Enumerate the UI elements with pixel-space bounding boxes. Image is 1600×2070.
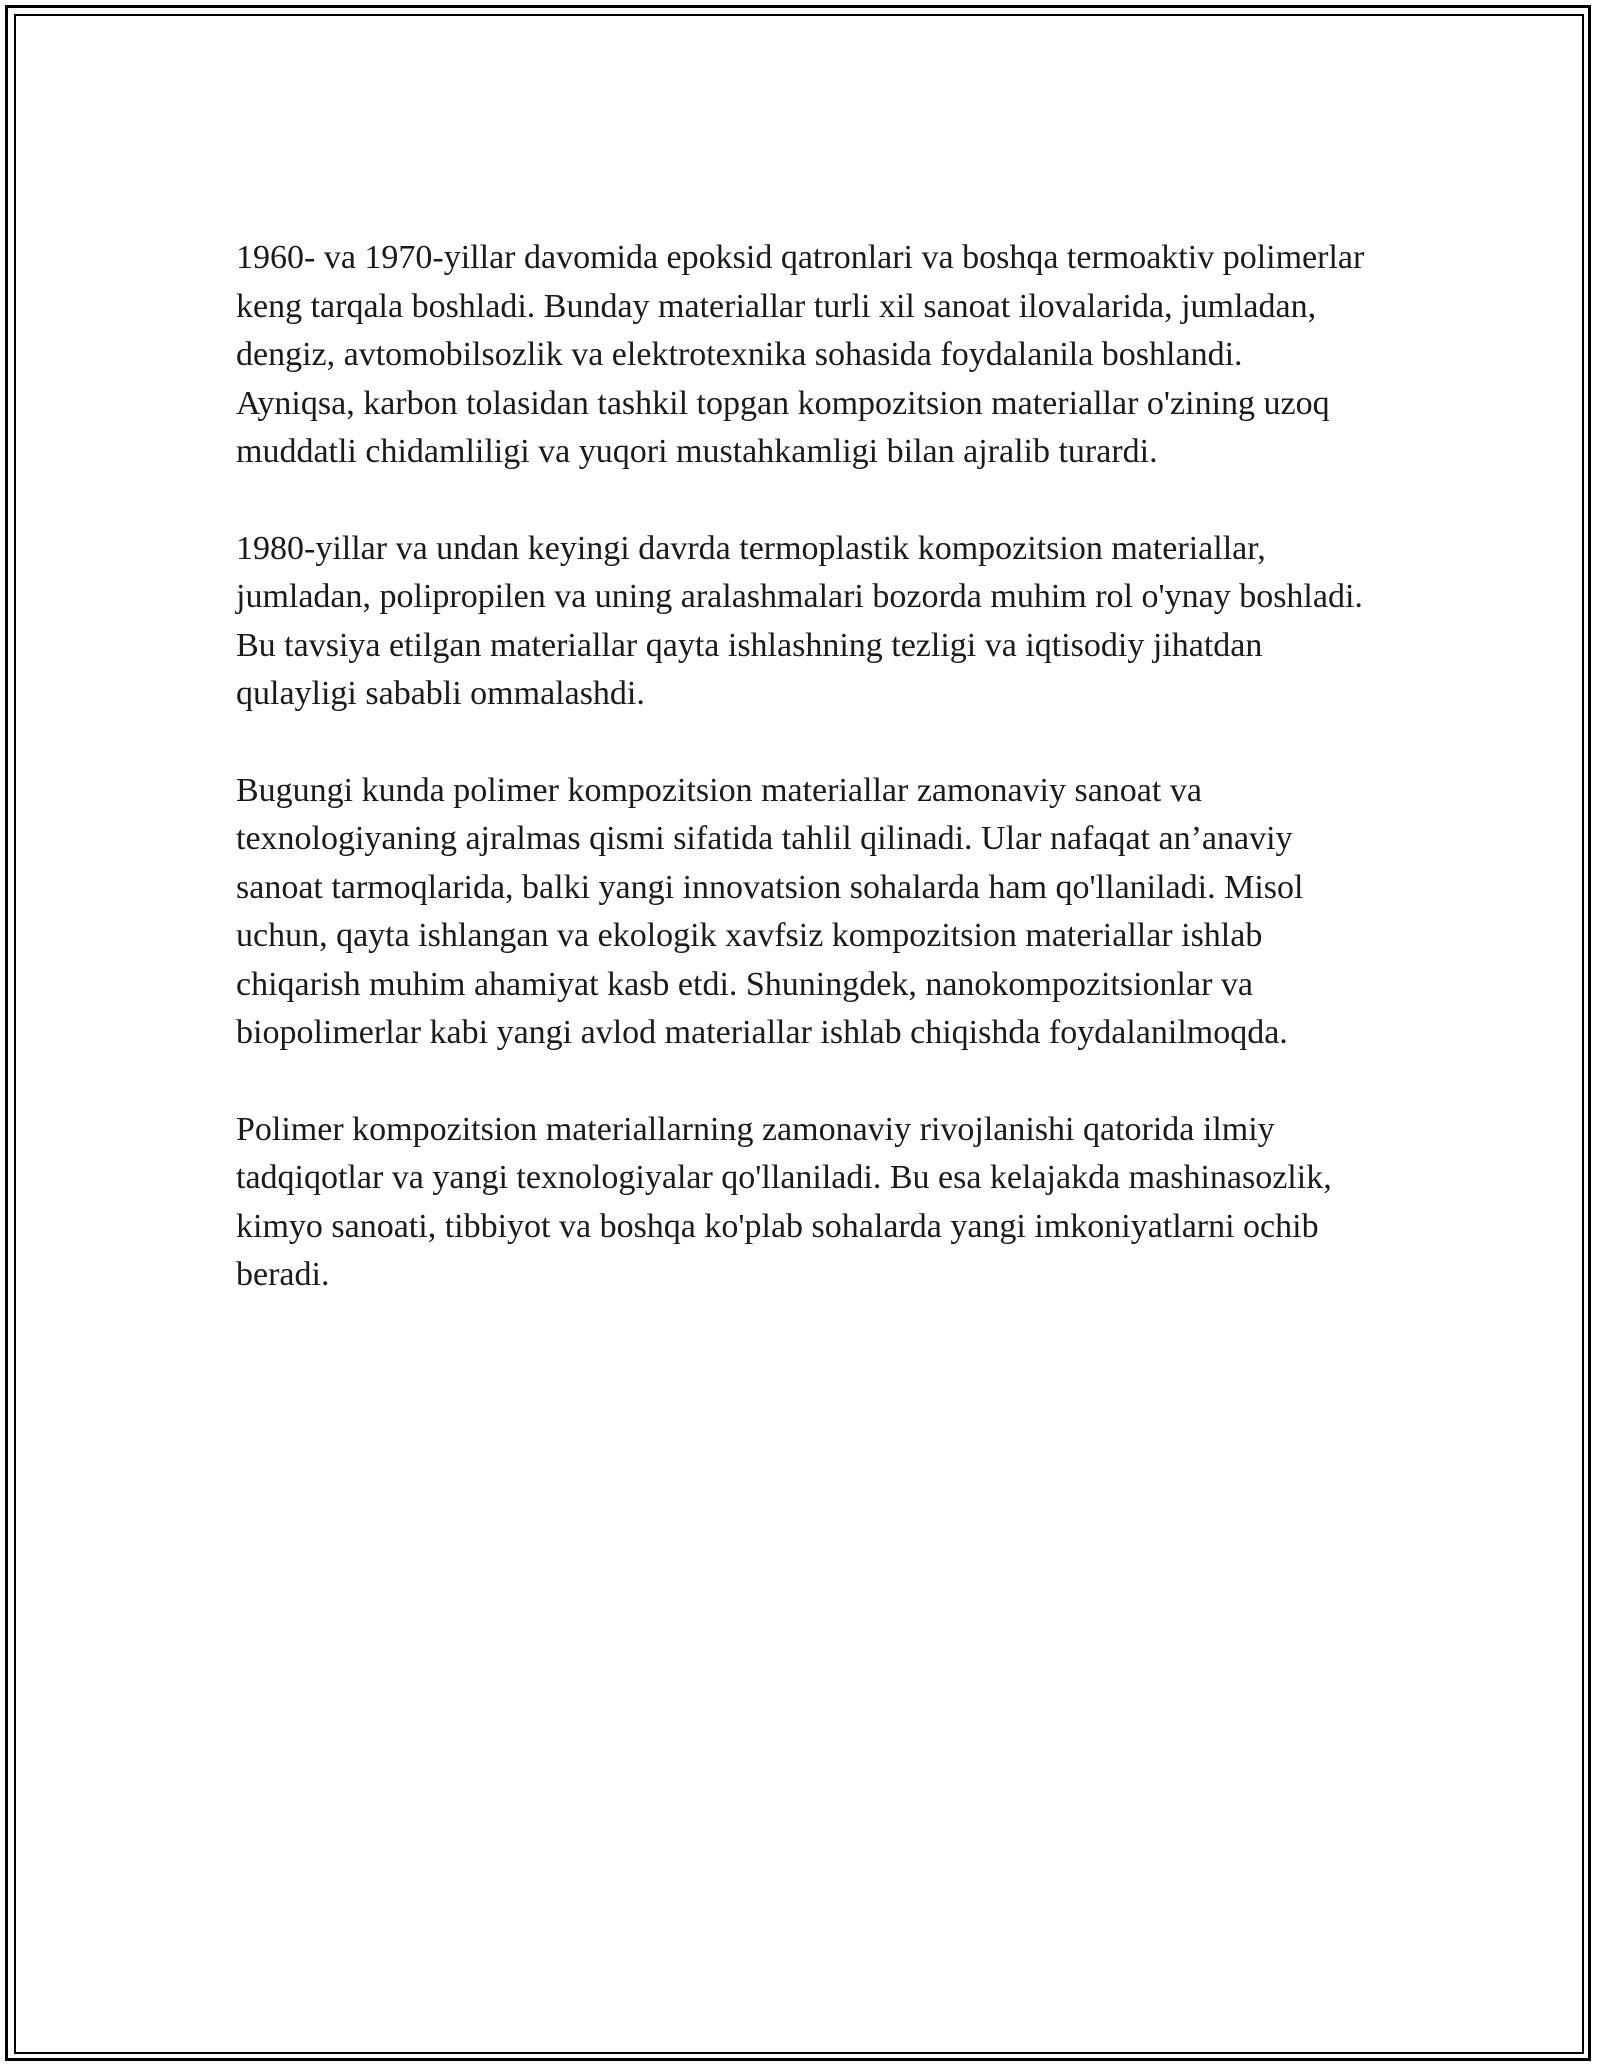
paragraph-4: Polimer kompozitsion materiallarning zamonaviy rivojlanishi qatorida ilmiy tadqiqotlar va yangi texnologiyalar qo'llaniladi. Bu esa kelajakda mashinasozlik, kimyo sanoati, tibbiyot va boshqa ko'plab sohalarda yangi imkoniyatlarni ochib beradi.	[236, 1110, 1332, 1293]
paragraph-2: 1980-yillar va undan keyingi davrda termoplastik kompozitsion materiallar, jumladan, polipropilen va uning aralashmalari bozorda muhim rol o'ynay boshladi. Bu tavsiya etilgan materiallar qayta ishlashning tezligi va iqtisodiy jihatdan qulayligi sababli ommalashdi.	[236, 529, 1363, 712]
paragraph-1: 1960- va 1970-yillar davomida epoksid qatronlari va boshqa termoaktiv polimerlar keng tarqala boshladi. Bunday materiallar turli xil sanoat ilovalarida, jumladan, dengiz, avtomobilsozlik va elektrotexnika sohasida foydalanila boshlandi. Ayniqsa, karbon tolasidan tashkil topgan kompozitsion materiallar o'zining uzoq muddatli chidamliligi va yuqori mustahkamligi bilan ajralib turardi.	[236, 239, 1365, 470]
paragraph-3: Bugungi kunda polimer kompozitsion materiallar zamonaviy sanoat va texnologiyaning ajralmas qismi sifatida tahlil qilinadi. Ular nafaqat an’anaviy sanoat tarmoqlarida, balki yangi innovatsion sohalarda ham qo'llaniladi. Misol uchun, qayta ishlangan va ekologik xavfsiz kompozitsion materiallar ishlab chiqarish muhim ahamiyat kasb etdi. Shuningdek, nanokompozitsionlar va biopolimerlar kabi yangi avlod materiallar ishlab chiqishda foydalanilmoqda.	[236, 771, 1304, 1051]
document-body	[236, 234, 1366, 1348]
